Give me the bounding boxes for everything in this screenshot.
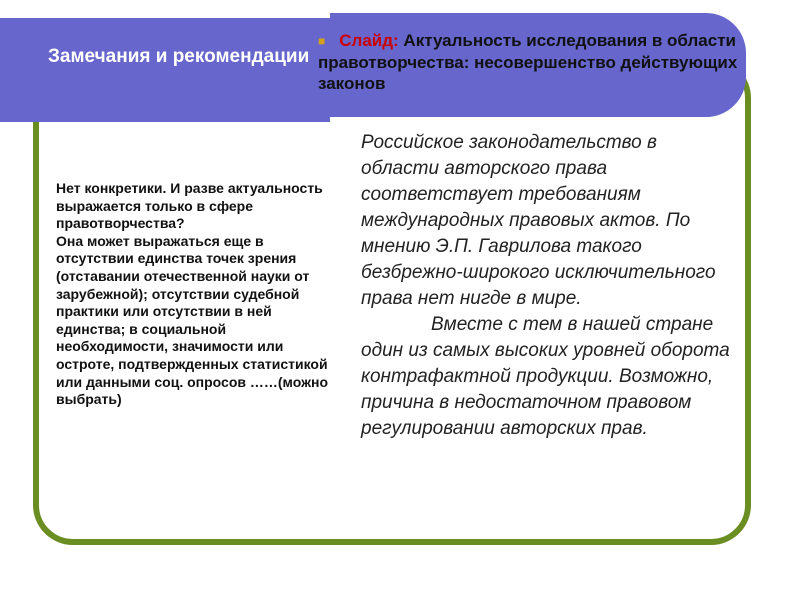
body-paragraph-1: Российское законодательство в области авторского права соответствует требованиям международных правовых актов. По мнению Э.П. Гаврилова такого безбрежно-широкого исключительного права нет нигде в мире. [361, 132, 716, 309]
slide-title: Актуальность исследования в области правотворчества: несовершенство действующих законов [318, 31, 738, 94]
body-paragraph-2: Вместе с тем в нашей стране один из самых высоких уровней оборота контрафактной продукции. Возможно, причина в недостаточном правовом регулировании авторских прав. [361, 314, 730, 439]
slide-label: Слайд: [339, 31, 399, 50]
slide-heading [318, 30, 748, 94]
header-banner-left [0, 18, 330, 122]
slide-body [361, 130, 731, 442]
section-title: Замечания и рекомендации [48, 46, 310, 67]
bullet-icon: ■ [318, 34, 326, 49]
comment-text: Нет конкретики. И разве актуальность выражается только в сфере правотворчества? Она может выражаться еще в отсутствии единства точек зрения (отставании отечественной науки от зарубежной); отсутствии судебной практики или отсутствии в ней единства; в социальной необходимости, значимости или остроте, подтвержденных статистикой или данными соц. опросов ……(можно выбрать) [56, 180, 329, 408]
